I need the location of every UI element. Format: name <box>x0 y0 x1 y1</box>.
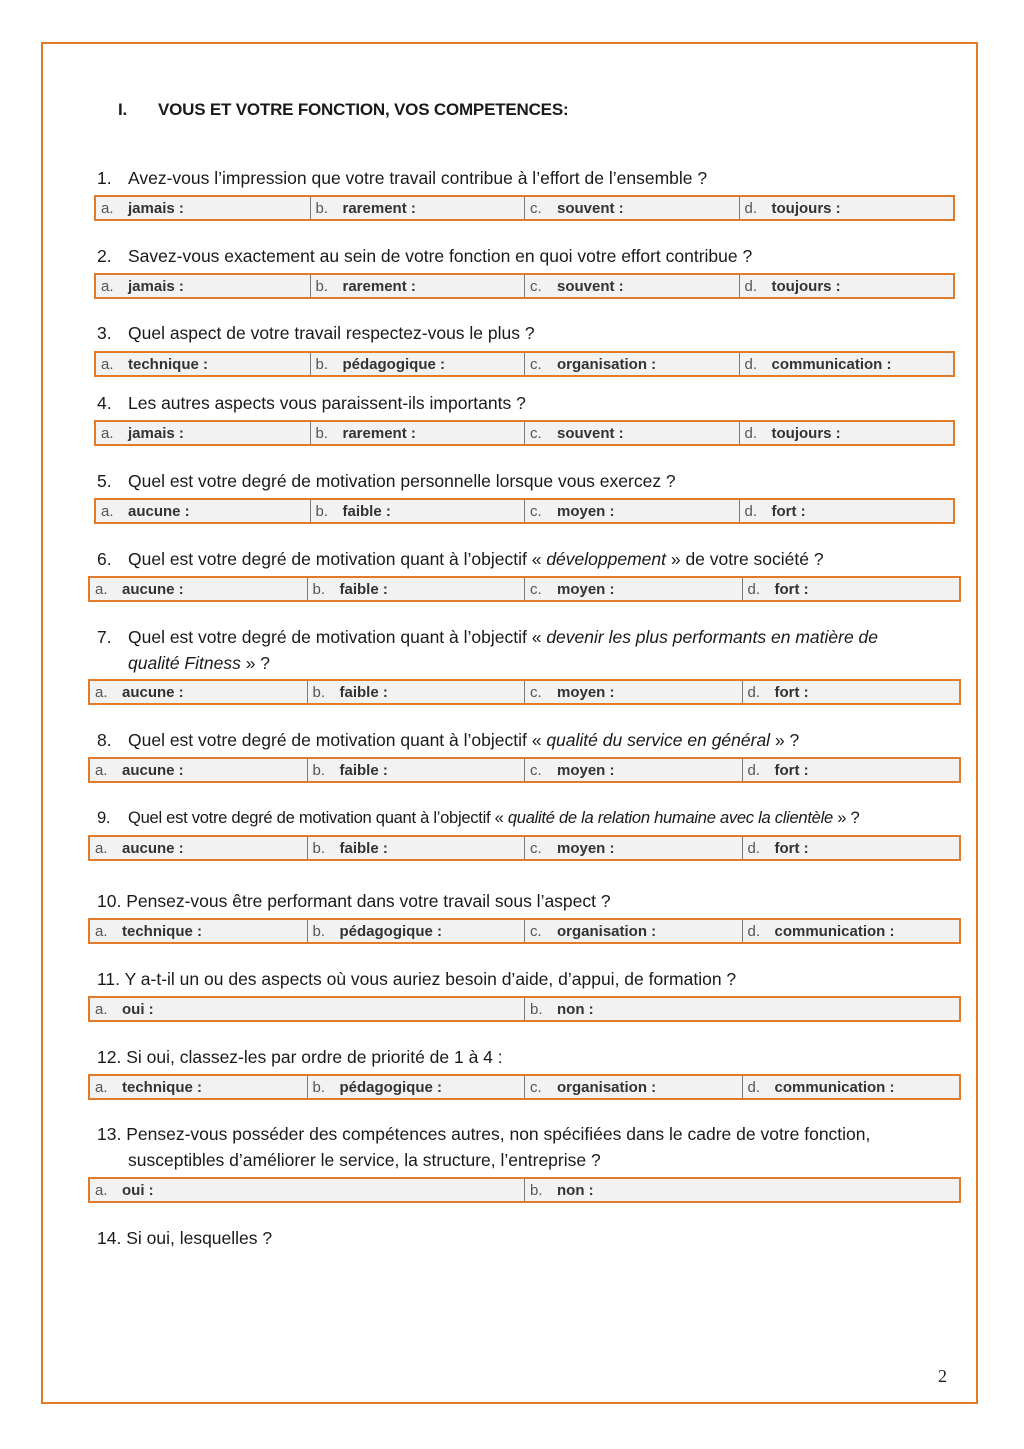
option-a[interactable]: a. technique : <box>90 1076 308 1098</box>
option-b[interactable]: b. rarement : <box>311 275 526 297</box>
option-a[interactable]: a. jamais : <box>96 275 311 297</box>
question-text: Quel est votre degré de motivation personnelle lorsque vous exercez ? <box>128 471 676 491</box>
option-d[interactable]: d. toujours : <box>744 424 841 442</box>
option-b[interactable]: b. rarement : <box>311 422 526 444</box>
option-a[interactable]: a. aucune : <box>90 759 308 781</box>
question-8: 8. Quel est votre degré de motivation quant à l’objectif « qualité du service en général » ? <box>97 730 800 750</box>
question-13: 13. Pensez-vous posséder des compétences autres, non spécifiées dans le cadre de votre fonction, susceptibles d’améliorer le service, la structure, l’entreprise ? <box>97 1121 957 1173</box>
question-5: 5. Quel est votre degré de motivation personnelle lorsque vous exercez ? <box>97 471 676 491</box>
option-d[interactable]: d. fort : <box>747 683 809 701</box>
answer-row-8 <box>88 757 961 783</box>
option-d[interactable]: d. communication : <box>747 1078 895 1096</box>
option-a[interactable]: a. aucune : <box>90 578 308 600</box>
question-10: 10. Pensez-vous être performant dans votre travail sous l’aspect ? <box>97 891 611 911</box>
question-2: 2. Savez-vous exactement au sein de votre fonction en quoi votre effort contribue ? <box>97 246 753 266</box>
option-b[interactable]: b. faible : <box>308 837 526 859</box>
section-title <box>118 100 568 120</box>
question-7: 7. Quel est votre degré de motivation quant à l’objectif « devenir les plus performants en matière de qualité Fitness » ? <box>97 627 879 673</box>
option-a[interactable]: a. technique : <box>90 920 308 942</box>
question-9: 9. Quel est votre degré de motivation quant à l’objectif « qualité de la relation humaine avec la clientèle » ? <box>97 808 860 827</box>
option-a[interactable]: a. aucune : <box>90 681 308 703</box>
question-1: 1. Avez-vous l’impression que votre travail contribue à l’effort de l’ensemble ? <box>97 168 708 188</box>
option-c[interactable]: c. moyen : <box>525 759 743 781</box>
answer-row-11 <box>88 996 961 1022</box>
question-text-continued: susceptibles d’améliorer le service, la structure, l’entreprise ? <box>128 1150 601 1170</box>
option-d[interactable]: d. toujours : <box>744 277 841 295</box>
option-b[interactable]: b. faible : <box>308 681 526 703</box>
option-b[interactable]: b. faible : <box>308 759 526 781</box>
question-11: 11. Y a-t-il un ou des aspects où vous auriez besoin d’aide, d’appui, de formation ? <box>97 969 737 989</box>
answer-row-13 <box>88 1177 961 1203</box>
question-text: Avez-vous l’impression que votre travail contribue à l’effort de l’ensemble ? <box>128 168 708 188</box>
question-text: Quel aspect de votre travail respectez-vous le plus ? <box>128 323 535 343</box>
question-6: 6. Quel est votre degré de motivation quant à l’objectif « développement » de votre société ? <box>97 549 824 569</box>
question-4: 4. Les autres aspects vous paraissent-ils importants ? <box>97 393 526 413</box>
option-b[interactable]: b. pédagogique : <box>308 1076 526 1098</box>
answer-row-12 <box>88 1074 961 1100</box>
question-14: 14. Si oui, lesquelles ? <box>97 1228 273 1248</box>
answer-row-4 <box>94 420 955 446</box>
option-c[interactable]: c. souvent : <box>525 197 740 219</box>
question-text: Pensez-vous posséder des compétences autres, non spécifiées dans le cadre de votre fonction, <box>126 1124 871 1144</box>
option-a[interactable]: a. oui : <box>90 998 525 1020</box>
option-d[interactable]: d. fort : <box>744 502 806 520</box>
option-d[interactable]: d. fort : <box>747 580 809 598</box>
option-d[interactable]: d. toujours : <box>744 199 841 217</box>
answer-row-10 <box>88 918 961 944</box>
option-b[interactable]: b. pédagogique : <box>308 920 526 942</box>
answer-row-9 <box>88 835 961 861</box>
option-a[interactable]: a. aucune : <box>96 500 311 522</box>
answer-row-6 <box>88 576 961 602</box>
option-c[interactable]: c. souvent : <box>525 422 740 444</box>
question-text: Savez-vous exactement au sein de votre fonction en quoi votre effort contribue ? <box>128 246 753 266</box>
option-c[interactable]: c. moyen : <box>525 837 743 859</box>
answer-row-7 <box>88 679 961 705</box>
option-b[interactable]: b. rarement : <box>311 197 526 219</box>
option-c[interactable]: c. organisation : <box>525 920 743 942</box>
option-d[interactable]: d. communication : <box>747 922 895 940</box>
page-number: 2 <box>938 1366 947 1386</box>
section-number: I. <box>118 100 128 119</box>
option-c[interactable]: c. organisation : <box>525 353 740 375</box>
section-title-text: VOUS ET VOTRE FONCTION, VOS COMPETENCES: <box>158 100 569 119</box>
question-text: Les autres aspects vous paraissent-ils importants ? <box>128 393 526 413</box>
option-a[interactable]: a. oui : <box>90 1179 525 1201</box>
option-a[interactable]: a. aucune : <box>90 837 308 859</box>
option-d[interactable]: d. communication : <box>744 355 892 373</box>
option-c[interactable]: c. moyen : <box>525 578 743 600</box>
option-b[interactable]: b. pédagogique : <box>311 353 526 375</box>
option-c[interactable]: c. souvent : <box>525 275 740 297</box>
option-b[interactable]: b. faible : <box>308 578 526 600</box>
question-3: 3. Quel aspect de votre travail respectez-vous le plus ? <box>97 323 535 343</box>
option-d[interactable]: d. fort : <box>747 761 809 779</box>
answer-row-5 <box>94 498 955 524</box>
question-text: Pensez-vous être performant dans votre travail sous l’aspect ? <box>126 891 611 911</box>
question-text: Si oui, classez-les par ordre de priorité de 1 à 4 : <box>126 1047 503 1067</box>
option-c[interactable]: c. moyen : <box>525 681 743 703</box>
answer-row-3 <box>94 351 955 377</box>
option-b[interactable]: b. non : <box>530 1181 594 1199</box>
option-c[interactable]: c. organisation : <box>525 1076 743 1098</box>
question-12: 12. Si oui, classez-les par ordre de priorité de 1 à 4 : <box>97 1047 503 1067</box>
answer-row-2 <box>94 273 955 299</box>
answer-row-1 <box>94 195 955 221</box>
option-a[interactable]: a. jamais : <box>96 422 311 444</box>
option-a[interactable]: a. jamais : <box>96 197 311 219</box>
option-a[interactable]: a. technique : <box>96 353 311 375</box>
question-text: Y a-t-il un ou des aspects où vous auriez besoin d’aide, d’appui, de formation ? <box>124 969 737 989</box>
option-b[interactable]: b. faible : <box>311 500 526 522</box>
option-d[interactable]: d. fort : <box>747 839 809 857</box>
question-text: Si oui, lesquelles ? <box>126 1228 273 1248</box>
option-c[interactable]: c. moyen : <box>525 500 740 522</box>
option-b[interactable]: b. non : <box>530 1000 594 1018</box>
